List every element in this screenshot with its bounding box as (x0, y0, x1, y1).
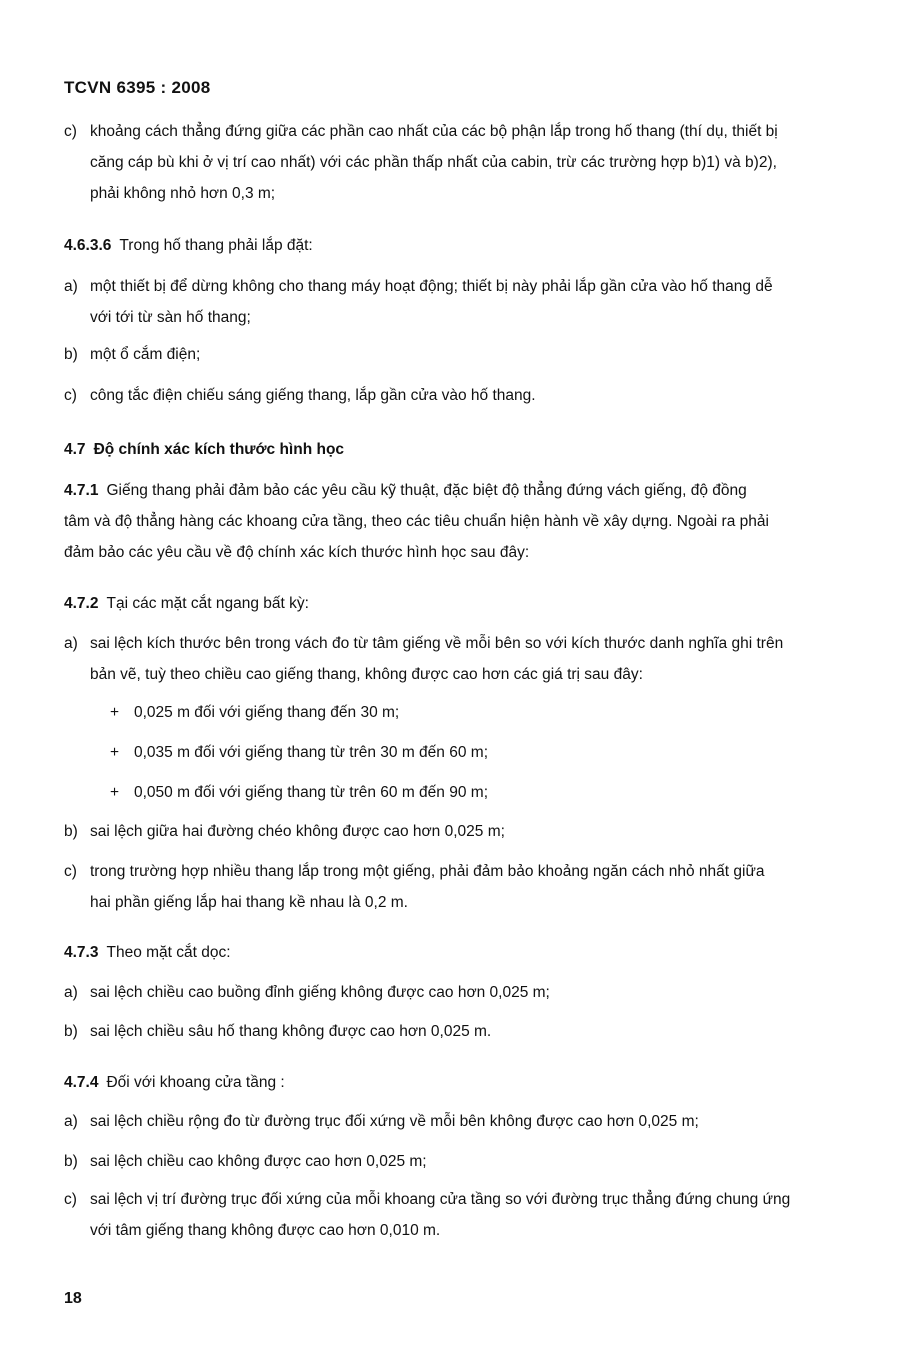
bullet-marker: + (110, 704, 120, 721)
section-number: 4.7 (64, 441, 86, 458)
document-header: TCVN 6395 : 2008 (64, 78, 211, 97)
clause-number: 4.7.1 (64, 482, 99, 499)
bullet-item (110, 703, 399, 723)
paragraph-line: một ổ cắm điện; (90, 346, 201, 363)
item-marker: a) (64, 984, 78, 1001)
clause-item-c (64, 386, 536, 406)
clause-number: 4.6.3.6 (64, 237, 112, 254)
paragraph-line: căng cáp bù khi ở vị trí cao nhất) với các phần thấp nhất của cabin, trừ các trường hợp b)1) và b)2), (90, 154, 777, 171)
section-heading-4-7 (64, 440, 344, 460)
item-marker: a) (64, 278, 78, 295)
item-marker: b) (64, 1153, 78, 1170)
clause-item-c (64, 862, 764, 882)
section-title: Độ chính xác kích thước hình học (93, 441, 345, 458)
paragraph-line: sai lệch chiều cao không được cao hơn 0,025 m; (90, 1153, 427, 1170)
paragraph-line: hai phần giếng lắp hai thang kề nhau là 0,2 m. (90, 894, 408, 911)
clause-item-c (64, 122, 778, 142)
paragraph-line: công tắc điện chiếu sáng giếng thang, lắp gần cửa vào hố thang. (90, 387, 536, 404)
paragraph-line: sai lệch kích thước bên trong vách đo từ tâm giếng về mỗi bên so với kích thước danh nghĩa ghi trên (90, 635, 784, 652)
item-marker: b) (64, 1023, 78, 1040)
clause-item-a (64, 634, 783, 654)
item-marker: a) (64, 1113, 78, 1130)
item-marker: c) (64, 123, 77, 140)
bullet-text: 0,050 m đối với giếng thang từ trên 60 m đến 90 m; (134, 784, 488, 801)
clause-4-7-3 (64, 943, 231, 963)
paragraph-line: sai lệch giữa hai đường chéo không được cao hơn 0,025 m; (90, 823, 505, 840)
paragraph-line: tâm và độ thẳng hàng các khoang cửa tầng, theo các tiêu chuẩn hiện hành về xây dựng. Ngoài ra phải (64, 513, 769, 530)
clause-text: Theo mặt cắt dọc: (106, 944, 231, 961)
clause-item-a (64, 277, 773, 297)
bullet-text: 0,035 m đối với giếng thang từ trên 30 m đến 60 m; (134, 744, 488, 761)
item-marker: a) (64, 635, 78, 652)
paragraph-line: sai lệch vị trí đường trục đối xứng của mỗi khoang cửa tầng so với đường trục thẳng đứng chung ứng (90, 1191, 791, 1208)
paragraph-line: sai lệch chiều sâu hố thang không được cao hơn 0,025 m. (90, 1023, 492, 1040)
paragraph-line: trong trường hợp nhiều thang lắp trong một giếng, phải đảm bảo khoảng ngăn cách nhỏ nhất giữa (90, 863, 765, 880)
item-marker: c) (64, 387, 77, 404)
bullet-marker: + (110, 744, 120, 761)
clause-4-7-4 (64, 1073, 285, 1093)
clause-text: Tại các mặt cắt ngang bất kỳ: (106, 595, 309, 612)
clause-4-7-1 (64, 481, 747, 501)
paragraph-line: bản vẽ, tuỳ theo chiều cao giếng thang, không được cao hơn các giá trị sau đây: (90, 666, 643, 683)
bullet-item (110, 783, 488, 803)
item-marker: b) (64, 346, 78, 363)
clause-item-a (64, 983, 550, 1003)
item-marker: c) (64, 863, 77, 880)
clause-text: Đối với khoang cửa tầng : (106, 1074, 285, 1091)
clause-text: Trong hố thang phải lắp đặt: (119, 237, 313, 254)
paragraph-line: khoảng cách thẳng đứng giữa các phần cao nhất của các bộ phận lắp trong hố thang (thí dụ, thiết bị (90, 123, 778, 140)
clause-number: 4.7.2 (64, 595, 99, 612)
clause-item-b (64, 1152, 427, 1172)
clause-number: 4.7.4 (64, 1074, 99, 1091)
item-marker: b) (64, 823, 78, 840)
clause-number: 4.7.3 (64, 944, 99, 961)
paragraph-line: với tới từ sàn hố thang; (90, 309, 251, 326)
paragraph-line: một thiết bị để dừng không cho thang máy hoạt động; thiết bị này phải lắp gần cửa vào hố thang dễ (90, 278, 773, 295)
clause-item-a (64, 1112, 699, 1132)
paragraph-line: Giếng thang phải đảm bảo các yêu cầu kỹ thuật, đặc biệt độ thẳng đứng vách giếng, độ đồng (106, 482, 747, 499)
paragraph-line: đảm bảo các yêu cầu về độ chính xác kích thước hình học sau đây: (64, 544, 530, 561)
paragraph-line: với tâm giếng thang không được cao hơn 0,010 m. (90, 1222, 441, 1239)
page-number: 18 (64, 1290, 82, 1307)
clause-item-b (64, 345, 200, 365)
clause-item-c (64, 1190, 790, 1210)
clause-item-b (64, 822, 505, 842)
clause-item-b (64, 1022, 491, 1042)
clause-4-7-2 (64, 594, 309, 614)
paragraph-line: phải không nhỏ hơn 0,3 m; (90, 185, 276, 202)
clause-4-6-3-6 (64, 236, 313, 256)
paragraph-line: sai lệch chiều rộng đo từ đường trục đối xứng về mỗi bên không được cao hơn 0,025 m; (90, 1113, 699, 1130)
bullet-item (110, 743, 488, 763)
item-marker: c) (64, 1191, 77, 1208)
bullet-marker: + (110, 784, 120, 801)
paragraph-line: sai lệch chiều cao buồng đỉnh giếng không được cao hơn 0,025 m; (90, 984, 550, 1001)
bullet-text: 0,025 m đối với giếng thang đến 30 m; (134, 704, 400, 721)
